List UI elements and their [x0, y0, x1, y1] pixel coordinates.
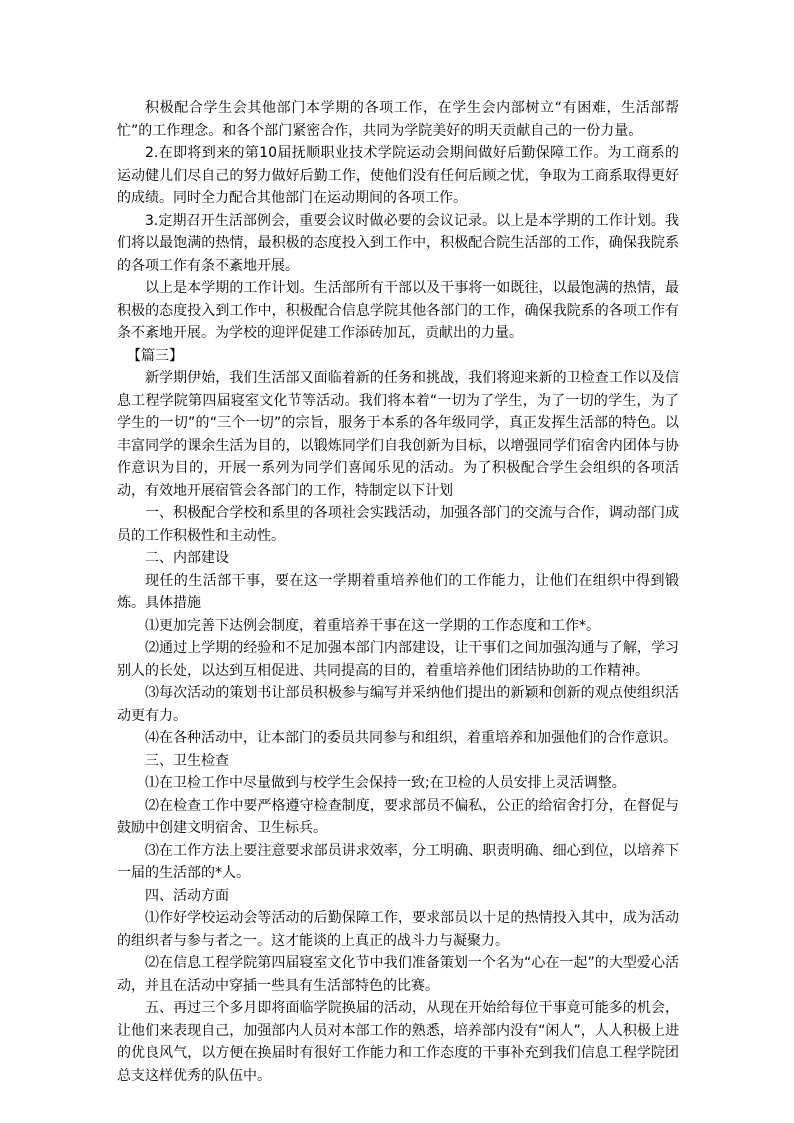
list-item: ⑶每次活动的策划书让部员积极参与编写并采纳他们提出的新颖和创新的观点使组织活动更有力。 — [117, 685, 679, 724]
subheading: 四、活动方面 — [145, 887, 229, 904]
document-body — [117, 97, 679, 1087]
paragraph: 以上是本学期的工作计划。生活部所有干部以及干事将一如既往，以最饱满的热情，最积极的态度投入到工作中，积极配合信息学院其他各部门的工作，确保我院系的各项工作有条不紊地开展。为学校的迎评促建工作添砖加瓦，贡献出的力量。 — [117, 280, 679, 341]
list-item: ⑵在信息工程学院第四届寝室文化节中我们准备策划一个名为“心在一起”的大型爱心活动，并且在活动中穿插一些具有生活部特色的比赛。 — [117, 955, 679, 994]
paragraph: 2.在即将到来的第10届抚顺职业技术学院运动会期间做好后勤保障工作。为工商系的运动健儿们尽自己的努力做好后勤工作，使他们没有任何后顾之忧，争取为工商系取得更好的成绩。同时全力配合其他部门在运动期间的各项工作。 — [117, 145, 679, 206]
list-item: ⑴更加完善下达例会制度，着重培养干事在这一学期的工作态度和工作*。 — [145, 617, 600, 634]
paragraph: 新学期伊始，我们生活部又面临着新的任务和挑战，我们将迎来新的卫检查工作以及信息工程学院第四届寝室文化节等活动。我们将本着“一切为了学生，为了一切的学生，为了学生的一切”的“三个一切”的宗旨，服务于本系的各年级同学，真正发挥生活部的特色。以丰富同学的课余生活为目的，以锻炼同学们自我创新为目标，以增强同学们宿舍内团体与协作意识为目的，开展一系列为同学们喜闻乐见的活动。为了积极配合学生会组织的各项活动，有效地开展宿管会各部门的工作，特制定以下计划 — [117, 370, 679, 499]
paragraph: 现任的生活部干事，要在这一学期着重培养他们的工作能力，让他们在组织中得到锻炼。具体措施 — [117, 572, 679, 611]
subheading: 二、内部建设 — [145, 550, 229, 566]
list-item: ⑴作好学校运动会等活动的后勤保障工作，要求部员以十足的热情投入其中，成为活动的组织者与参与者之一。这才能谈的上真正的战斗力与凝聚力。 — [117, 910, 679, 949]
paragraph: 积极配合学生会其他部门本学期的各项工作，在学生会内部树立“有困难，生活部帮忙”的工作理念。和各个部门紧密合作，共同为学院美好的明天贡献自己的一份力量。 — [117, 100, 679, 139]
list-item: ⑴在卫检工作中尽量做到与校学生会保持一致;在卫检的人员安排上灵活调整。 — [145, 775, 626, 791]
list-item: ⑵在检查工作中要严格遵守检查制度，要求部员不偏私，公正的给宿舍打分，在督促与鼓励中创建文明宿舍、卫生标兵。 — [117, 797, 679, 836]
paragraph: 3.定期召开生活部例会，重要会议时做必要的会议记录。以上是本学期的工作计划。我们将以最饱满的热情，最积极的态度投入到工作中，积极配合院生活部的工作，确保我院系的各项工作有条不紊地开展。 — [117, 212, 679, 274]
list-item: ⑶在工作方法上要注意要求部员讲求效率，分工明确、职责明确、细心到位，以培养下一届的生活部的*人。 — [117, 842, 679, 881]
subheading: 三、卫生检查 — [145, 752, 229, 769]
list-item: ⑷在各种活动中，让本部门的委员共同参与和组织，着重培养和加强他们的合作意识。 — [145, 730, 677, 746]
paragraph: 一、积极配合学校和系里的各项社会实践活动，加强各部门的交流与合作，调动部门成员的工作积极性和主动性。 — [117, 505, 679, 544]
section-heading: 【篇三】 — [127, 347, 183, 364]
paragraph: 五、再过三个多月即将面临学院换届的活动，从现在开始给每位干事竟可能多的机会，让他们来表现自己，加强部内人员对本部工作的熟悉，培养部内没有“闲人”，人人积极上进的优良风气，以方便在换届时有很好工作能力和工作态度的干事补充到我们信息工程学院团总支这样优秀的队伍中。 — [117, 1000, 679, 1084]
list-item: ⑵通过上学期的经验和不足加强本部门内部建设，让干事们之间加强沟通与了解，学习别人的长处，以达到互相促进、共同提高的目的，着重培养他们团结协助的工作精神。 — [117, 640, 679, 679]
